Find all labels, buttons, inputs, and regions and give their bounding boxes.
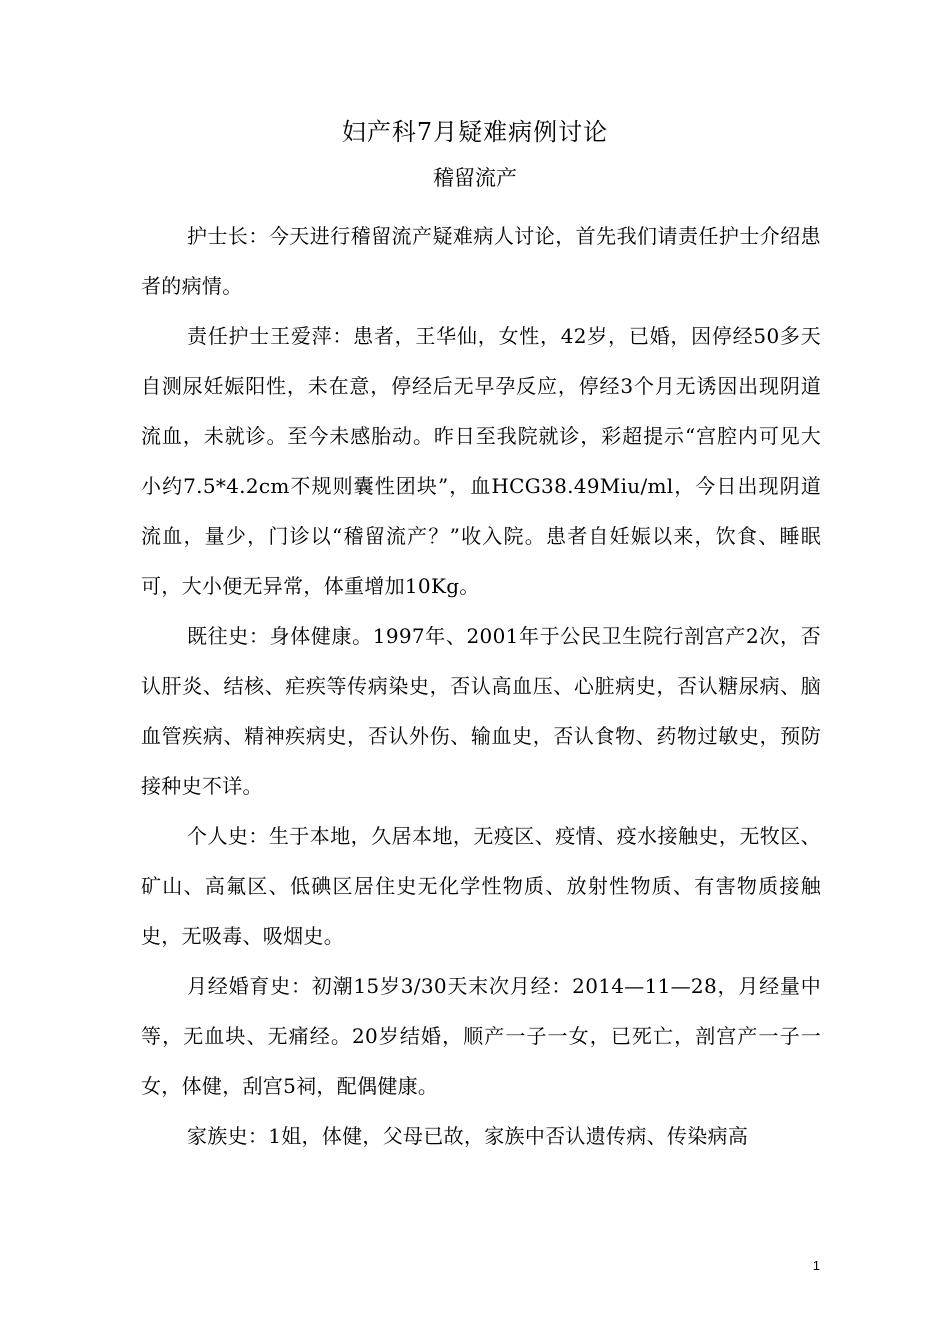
page-title: 妇产科7月疑难病例讨论 [341,118,609,146]
page-number: 1 [812,1258,820,1273]
paragraph-head-nurse-intro: 护士长：今天进行稽留流产疑难病人讨论，首先我们请责任护士介绍患者的病情。 [141,224,821,298]
document-body [141,211,821,1161]
paragraph-case-presentation: 责任护士王爱萍：患者，王华仙，女性，42岁，已婚，因停经50多天自测尿妊娠阳性，未在意，停经后无早孕反应，停经3个月无诱因出现阴道流血，未就诊。至今未感胎动。昨日至我院就诊，彩超提示“宫腔内可见大小约7.5*4.2cm不规则囊性团块”，血HCG38.49Miu/ml，今日出现阴道流血，量少，门诊以“稽留流产？”收入院。患者自妊娠以来，饮食、睡眠可，大小便无异常，体重增加10Kg。 [141,324,821,598]
paragraph-personal-history: 个人史：生于本地，久居本地，无疫区、疫情、疫水接触史，无牧区、矿山、高氟区、低碘区居住史无化学性物质、放射性物质、有害物质接触史，无吸毒、吸烟史。 [141,824,821,948]
paragraph-menstrual-marital-history: 月经婚育史：初潮15岁3/30天末次月经：2014—11—28，月经量中等，无血块、无痛经。20岁结婚，顺产一子一女，已死亡，剖宫产一子一女，体健，刮宫5祠，配偶健康。 [141,974,821,1098]
page-subtitle: 稽留流产 [433,166,517,190]
paragraph-past-history: 既往史：身体健康。1997年、2001年于公民卫生院行剖宫产2次，否认肝炎、结核、疟疾等传病染史，否认高血压、心脏病史，否认糖尿病、脑血管疾病、精神疾病史，否认外伤、输血史，否认食物、药物过敏史，预防接种史不详。 [141,624,821,798]
paragraph-family-history: 家族史：1姐，体健，父母已故，家族中否认遗传病、传染病高 [187,1124,749,1148]
